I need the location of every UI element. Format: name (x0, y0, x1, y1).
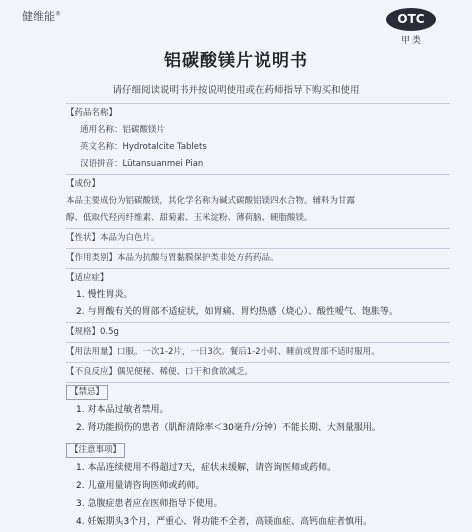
indication-1: 1. 慢性胃炎。 (76, 290, 133, 300)
contraindication-header-row (66, 384, 450, 402)
pinyin-name: 汉语拼音：Lütansuanmei Pian (80, 159, 204, 169)
appearance: 【性状】本品为白色片。 (66, 233, 160, 243)
divider (66, 103, 450, 104)
caution-1: 1. 本品连续使用不得超过7天，症状未缓解，请咨询医师或药师。 (76, 463, 337, 473)
indication-header: 【适应症】 (66, 273, 109, 283)
contraindication-1: 1. 对本品过敏者禁用。 (76, 405, 169, 415)
adverse-reactions: 【不良反应】偶见便秘、稀便、口干和食欲减乏。 (66, 367, 254, 377)
caution-4: 4. 妊娠期头3个月，严重心、肾功能不全者，高镁血症、高钙血症者慎用。 (76, 517, 373, 527)
divider (66, 322, 450, 323)
caution-2: 2. 儿童用量请咨询医师或药师。 (76, 481, 205, 491)
leaflet-body (66, 102, 450, 532)
otc-category: 甲类 (400, 36, 423, 46)
indication-2: 2. 与胃酸有关的胃部不适症状，如胃痛、胃灼热感（烧心）、酸性嗳气、饱胀等。 (76, 307, 398, 317)
english-name: 英文名称：Hydrotalcite Tablets (80, 142, 207, 152)
usage-notice: 请仔细阅读说明书并按说明使用或在药师指导下购买和使用 (112, 85, 360, 96)
caution-header-row (66, 442, 450, 460)
divider (66, 248, 450, 249)
divider (66, 362, 450, 363)
otc-badge (386, 8, 438, 46)
contraindication-2: 2. 肾功能损伤的患者（肌酐清除率＜30毫升/分钟）不能长期、大剂量服用。 (76, 423, 381, 433)
otc-label: OTC (386, 8, 436, 31)
contraindication-header: 【禁忌】 (66, 385, 108, 400)
drug-name-header: 【药品名称】 (66, 108, 118, 118)
document-title: 铝碳酸镁片说明书 (164, 51, 308, 71)
specification: 【规格】0.5g (66, 327, 119, 337)
divider (66, 174, 450, 175)
caution-3: 3. 急腹症患者应在医师指导下使用。 (76, 499, 223, 509)
brand-text: 健维能 (22, 10, 55, 23)
brand-name (22, 8, 61, 24)
divider (66, 268, 450, 269)
category: 【作用类别】本品为抗酸与胃黏膜保护类非处方药药品。 (66, 253, 279, 263)
divider (66, 382, 450, 383)
composition-header: 【成份】 (66, 179, 101, 189)
generic-name: 通用名称：铝碳酸镁片 (80, 125, 166, 135)
usage-dosage: 【用法用量】口服。一次1-2片，一日3次。餐后1-2小时、睡前或胃部不适时服用。 (66, 347, 380, 357)
registered-mark: ® (55, 10, 61, 18)
composition-line-1: 本品主要成份为铝碳酸镁，其化学名称为碱式碳酸铝镁四水合物。辅料为甘露 (66, 196, 356, 206)
caution-header: 【注意事项】 (66, 443, 125, 458)
composition-line-2: 醇、低取代羟丙纤维素、甜菊素、玉米淀粉、薄荷脑、硬脂酸镁。 (66, 213, 313, 223)
divider (66, 228, 450, 229)
divider (66, 342, 450, 343)
